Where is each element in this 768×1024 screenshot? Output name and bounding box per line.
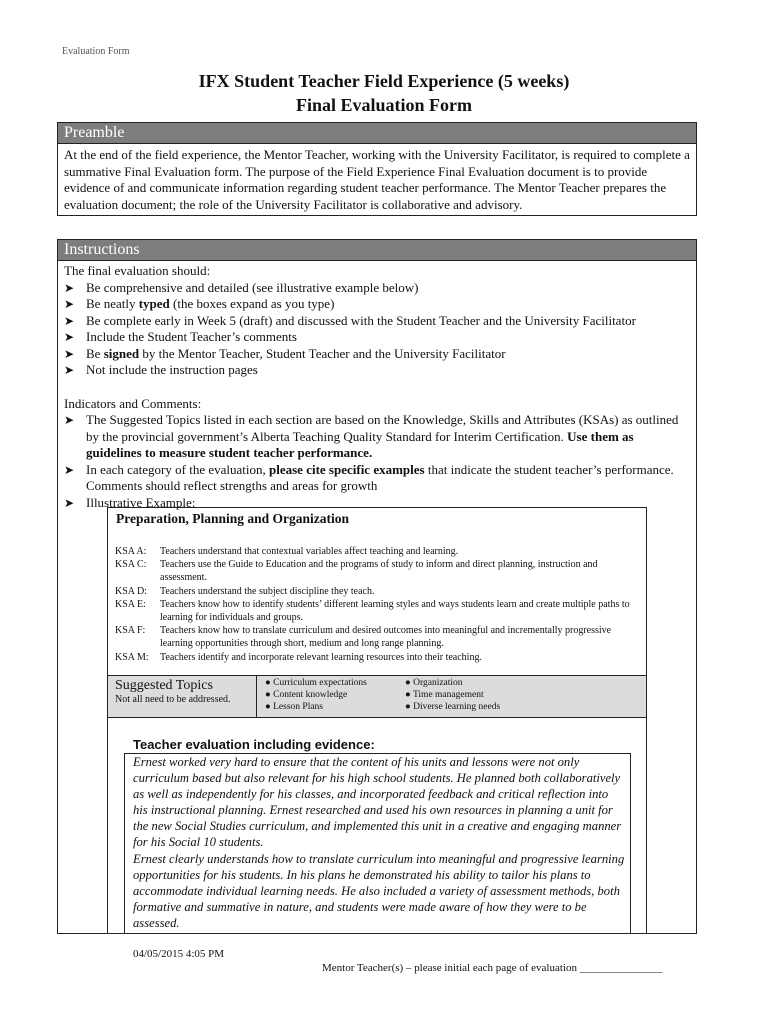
topic-item: ● Diverse learning needs xyxy=(405,702,501,712)
illustrative-example xyxy=(107,507,647,934)
preamble-heading: Preamble xyxy=(58,123,696,144)
evaluation-text-box[interactable] xyxy=(124,753,631,934)
ksa-row: KSA F: Teachers know how to translate curriculum and desired outcomes into meaningful and incrementally progressive learning opportunities through short, medium and long range planning. xyxy=(115,625,612,650)
list-item: ➤ Include the Student Teacher’s comments xyxy=(64,329,297,344)
preamble-text: At the end of the field experience, the Mentor Teacher, working with the University Facilitator, is required to complete a summative Final Evaluation form. The purpose of the Field Experience Final Evaluation document is to provide evidence of and communicate information regarding student teacher performance. The Mentor Teacher prepares the evaluation document; the role of the University Facilitator is collaborative and advisory. xyxy=(64,147,690,212)
arrow-icon: ➤ xyxy=(64,313,75,328)
topic-item: ● Content knowledge xyxy=(265,690,348,700)
list-item: ➤ Be signed by the Mentor Teacher, Student Teacher and the University Facilitator xyxy=(64,345,506,361)
evaluation-paragraph-2: Ernest clearly understands how to translate curriculum into meaningful and progressive learning opportunities for his students. In his plans he demonstrated his ability to tailor his plans to accommodate individual learning needs. He also included a variety of assessment methods, both formative and summative in nature, and students were made aware of how they were to be assessed. xyxy=(133,851,625,930)
list-item: ➤ Be neatly typed (the boxes expand as you type) xyxy=(64,296,335,311)
arrow-icon: ➤ xyxy=(64,280,75,295)
arrow-icon: ➤ xyxy=(64,462,75,477)
document-subtitle: Final Evaluation Form xyxy=(295,95,472,115)
suggested-topics-row xyxy=(108,675,646,718)
instructions-list xyxy=(64,280,690,379)
arrow-icon: ➤ xyxy=(64,495,75,510)
list-item: ➤ Not include the instruction pages xyxy=(64,362,258,377)
footer-date: 04/05/2015 4:05 PM xyxy=(133,948,225,960)
list-item: ➤ Be comprehensive and detailed (see illustrative example below) xyxy=(64,279,419,295)
list-item: ➤ Illustrative Example: xyxy=(64,494,196,510)
topic-item: ● Organization xyxy=(405,678,463,688)
preamble-section xyxy=(57,122,697,216)
arrow-icon: ➤ xyxy=(64,297,75,311)
ksa-row: KSA C: Teachers use the Guide to Education and the programs of study to inform and direct planning, instruction and assessment. xyxy=(115,559,598,584)
list-item: ➤ In each category of the evaluation, please cite specific examples that indicate the student teacher’s performance. Comments should reflect strengths and areas for growth xyxy=(64,461,674,493)
topic-item: ● Curriculum expectations xyxy=(265,678,367,688)
topic-item: ● Time management xyxy=(405,690,484,700)
arrow-icon: ➤ xyxy=(64,363,75,377)
suggested-topics-label: Suggested Topics xyxy=(115,678,213,693)
list-item: ➤ Be complete early in Week 5 (draft) and discussed with the Student Teacher and the University Facilitator xyxy=(64,312,636,328)
ksa-row: KSA D: Teachers understand the subject discipline they teach. xyxy=(115,585,375,597)
ksa-row: KSA M: Teachers identify and incorporate relevant learning resources into their teaching. xyxy=(115,651,482,663)
arrow-icon: ➤ xyxy=(64,413,75,427)
evaluation-paragraph-1: Ernest worked very hard to ensure that the content of his units and lessons were not only curriculum based but also relevant for his high school students. He planned both collaboratively as well as independently for his classes, and incorporated feedback and critical reflection into his instructional planning. Ernest researched and used his own resources in planning a unit for the new Social Studies curriculum, and implemented this unit in a creative and engaging manner for his Social 10 students. xyxy=(133,755,622,850)
document-title: IFX Student Teacher Field Experience (5 weeks) xyxy=(198,71,570,91)
instructions-intro: The final evaluation should: xyxy=(64,263,211,278)
example-title: Preparation, Planning and Organization xyxy=(116,511,350,526)
topics-column-1 xyxy=(265,677,405,717)
indicators-heading: Indicators and Comments: xyxy=(64,395,202,411)
ksa-row: KSA A: Teachers understand that contextual variables affect teaching and learning. xyxy=(115,546,459,557)
instructions-heading: Instructions xyxy=(58,240,696,261)
indicators-list xyxy=(64,412,690,511)
arrow-icon: ➤ xyxy=(64,330,75,344)
ksa-list xyxy=(108,527,646,664)
topics-column-2 xyxy=(405,677,545,717)
topic-item: ● Lesson Plans xyxy=(265,702,323,712)
suggested-topics-note: Not all need to be addressed. xyxy=(115,694,231,705)
list-item: ➤ The Suggested Topics listed in each section are based on the Knowledge, Skills and Attributes (KSAs) as outlined by the provincial government’s Alberta Teaching Quality Standard for Interim Certification. Use them as guidelines to measure student teacher performance. xyxy=(64,412,679,460)
ksa-row: KSA E: Teachers know how to identify students’ different learning styles and ways students learn and create multiple paths to learning for individuals and groups. xyxy=(115,598,630,624)
footer-initial-line: Mentor Teacher(s) – please initial each page of evaluation _______________ xyxy=(322,962,663,974)
header-label: Evaluation Form xyxy=(62,46,130,57)
arrow-icon: ➤ xyxy=(64,346,75,361)
evaluation-heading: Teacher evaluation including evidence: xyxy=(133,737,375,752)
